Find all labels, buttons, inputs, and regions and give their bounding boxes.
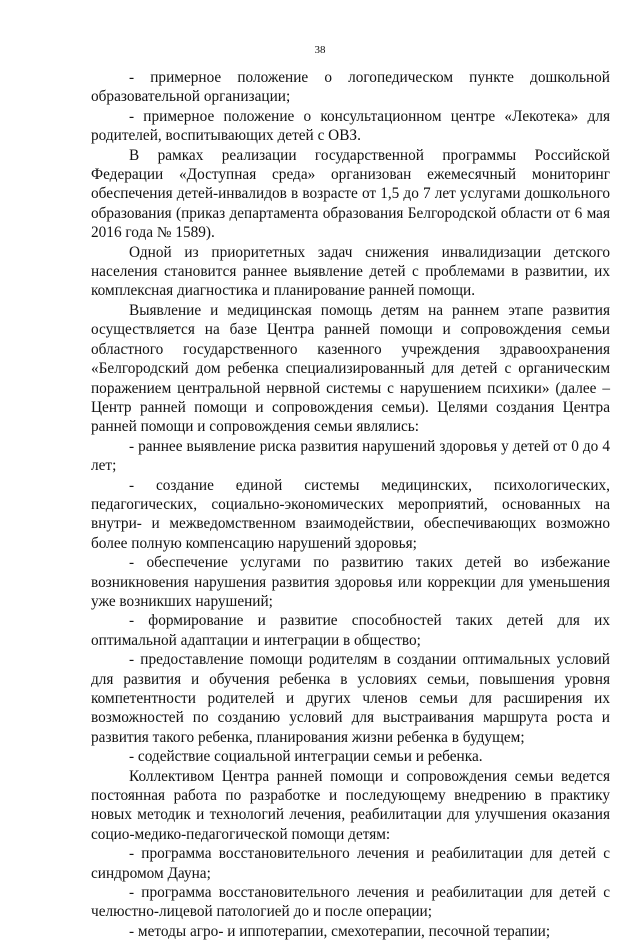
- list-item-development-services: - обеспечение услугами по развитию таких детей во избежание возникновения нарушения развития здоровья или коррекции для уменьшения уже возникших нарушений;: [91, 554, 610, 610]
- list-item-early-detection: - раннее выявление риска развития нарушений здоровья у детей от 0 до 4 лет;: [91, 437, 610, 475]
- list-item-lekoteka-regulation: - примерное положение о консультационном центре «Лекотека» для родителей, воспитывающих детей с ОВЗ.: [91, 107, 610, 145]
- page-number: 38: [314, 44, 326, 56]
- list-item-parent-support: - предоставление помощи родителям в создании оптимальных условий для развития и обучения ребенка в условиях семьи, повышения уровня компетентности родителей и других членов семьи для расширения их возможностей по созданию условий для выстраивания маршрута роста и развития такого ребенка, планирования жизни ребенка в будущем;: [91, 651, 610, 746]
- list-item-social-integration: - содействие социальной интеграции семьи и ребенка.: [129, 748, 483, 766]
- paragraph-accessible-environment: В рамках реализации государственной программы Российской Федерации «Доступная среда» организован ежемесячный мониторинг обеспечения детей-инвалидов в возрасте от 1,5 до 7 лет услугами дошкольного образования (приказ департамента образования Белгородской области от 6 мая 2016 года № 1589).: [91, 146, 610, 242]
- document-body: [91, 68, 610, 941]
- paragraph-center-team-work: Коллективом Центра ранней помощи и сопровождения семьи ведется постоянная работа по разработке и последующему внедрению в практику новых методик и технологий лечения, реабилитации для улучшения оказания социо-медико-педагогической помощи детям:: [91, 767, 610, 843]
- list-item-maxillofacial-program: - программа восстановительного лечения и реабилитации для детей с челюстно-лицевой патологией до и после операции;: [91, 884, 610, 921]
- list-item-speech-therapy-regulation: - примерное положение о логопедическом пункте дошкольной образовательной организации;: [91, 69, 610, 106]
- paragraph-priority-tasks: Одной из приоритетных задач снижения инвалидизации детского населения становится раннее выявление детей с проблемами в развитии, их комплексная диагностика и планирование ранней помощи.: [91, 243, 610, 300]
- paragraph-early-help-center: Выявление и медицинская помощь детям на раннем этапе развития осуществляется на базе Центра ранней помощи и сопровождения семьи областного государственного казенного учреждения здравоохранения «Белгородский дом ребенка специализированный для детей с органическим поражением центральной нервной системы с нарушением психики» (далее – Центр ранней помощи и сопровождения семьи). Целями создания Центра ранней помощи и сопровождения семьи являлись:: [91, 301, 610, 436]
- list-item-unified-system: - создание единой системы медицинских, психологических, педагогических, социально-экономических мероприятий, основанных на внутри- и межведомственном взаимодействии, обеспечивающих возможно более полную компенсацию нарушений здоровья;: [91, 476, 610, 552]
- list-item-adaptation: - формирование и развитие способностей таких детей для их оптимальной адаптации и интеграции в общество;: [91, 612, 610, 649]
- list-item-down-syndrome-program: - программа восстановительного лечения и реабилитации для детей с синдромом Дауна;: [91, 845, 610, 882]
- list-item-therapy-methods: - методы агро- и иппотерапии, смехотерапии, песочной терапии;: [129, 922, 551, 940]
